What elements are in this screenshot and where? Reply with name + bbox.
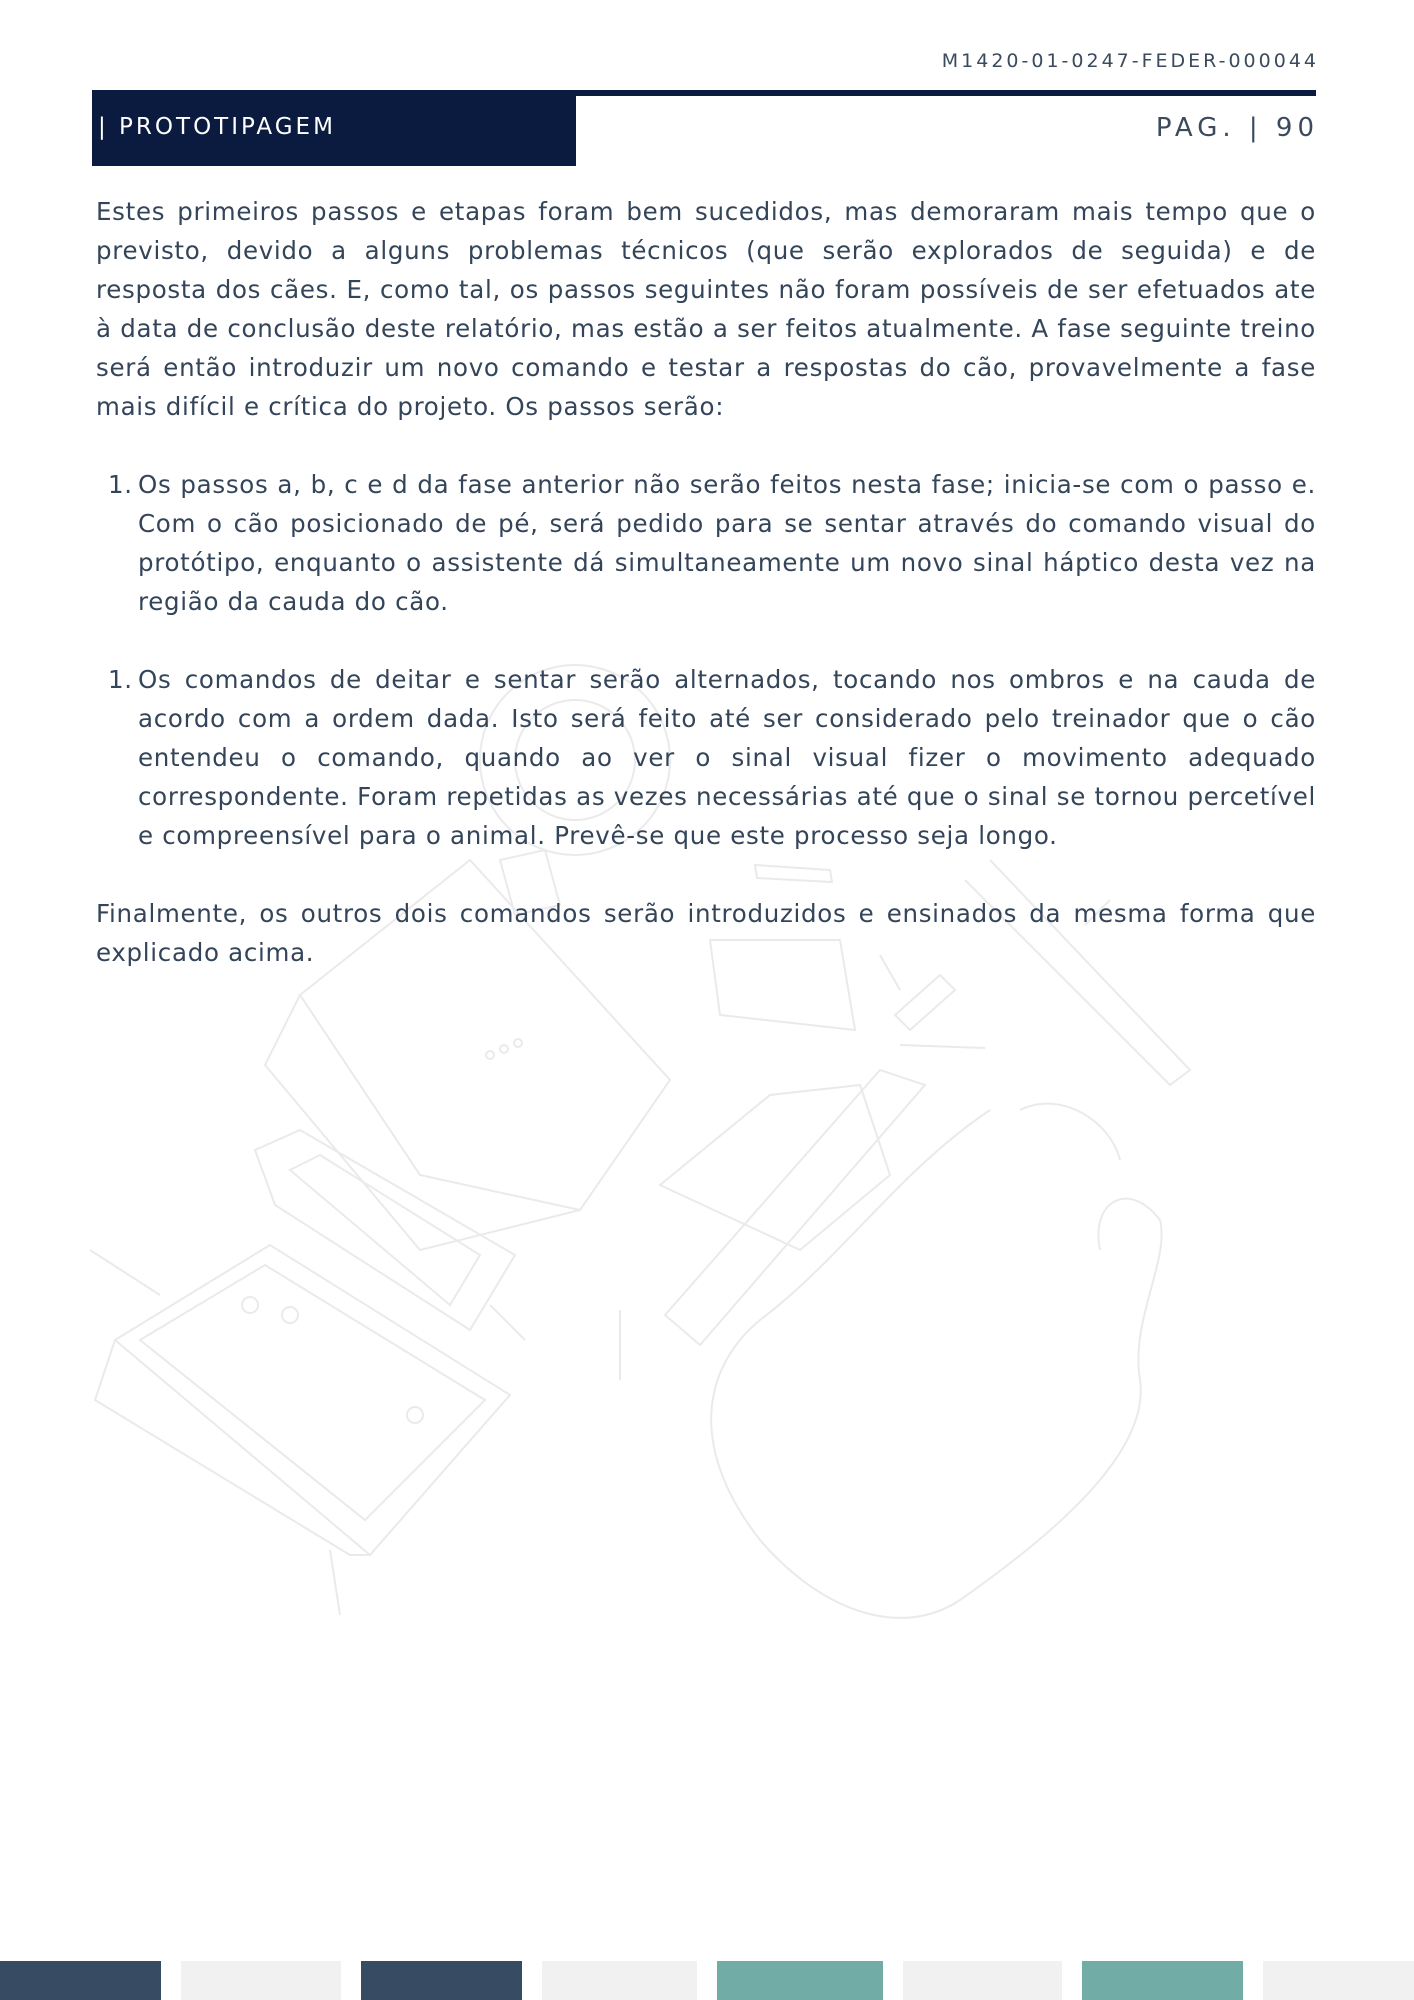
list-item [96,660,1316,855]
footer-bar-gray [181,1961,341,2000]
list-item-text: Os comandos de deitar e sentar serão alternados, tocando nos ombros e na cauda de acordo com a ordem dada. Isto será feito até ser considerado pelo treinador que o cão entendeu o comando, quando ao ver o sinal visual fizer o movimento adequado correspondente. Foram repetidas as vezes necessárias até que o sinal se tornou percetível e compreensível para o animal. Prevê-se que este processo seja longo. [138,665,1316,850]
page-number: PAG. | 90 [1155,113,1319,143]
footer-bar-slate [361,1961,522,2000]
footer-bar-gray [903,1961,1062,2000]
intro-paragraph: Estes primeiros passos e etapas foram bem sucedidos, mas demoraram mais tempo que o previsto, devido a alguns problemas técnicos (que serão explorados de seguida) e de resposta dos cães. E, como tal, os passos seguintes não foram possíveis de ser efetuados ate à data de conclusão deste relatório, mas estão a ser feitos atualmente. A fase seguinte treino será então introduzir um novo comando e testar a respostas do cão, provavelmente a fase mais difícil e crítica do projeto. Os passos serão: [96,197,1316,421]
document-code: M1420-01-0247-FEDER-000044 [941,50,1319,72]
footer-bar-gray [542,1961,697,2000]
list-item-text: Os passos a, b, c e d da fase anterior não serão feitos nesta fase; inicia-se com o passo e. Com o cão posicionado de pé, será pedido para se sentar através do comando visual do protótipo, enquanto o assistente dá simultaneamente um novo sinal háptico desta vez na região da cauda do cão. [138,470,1316,616]
footer-bar-teal [1082,1961,1243,2000]
list-number: 1. [108,470,133,499]
closing-paragraph: Finalmente, os outros dois comandos serão introduzidos e ensinados da mesma forma que explicado acima. [96,899,1316,967]
page-body [96,192,1316,1011]
footer-bar-slate [0,1961,161,2000]
list-number: 1. [108,665,133,694]
section-title: | PROTOTIPAGEM [92,92,576,166]
footer-bar-teal [717,1961,883,2000]
list-item [96,465,1316,621]
footer-color-bars [0,1961,1414,2000]
footer-bar-gray [1263,1961,1414,2000]
